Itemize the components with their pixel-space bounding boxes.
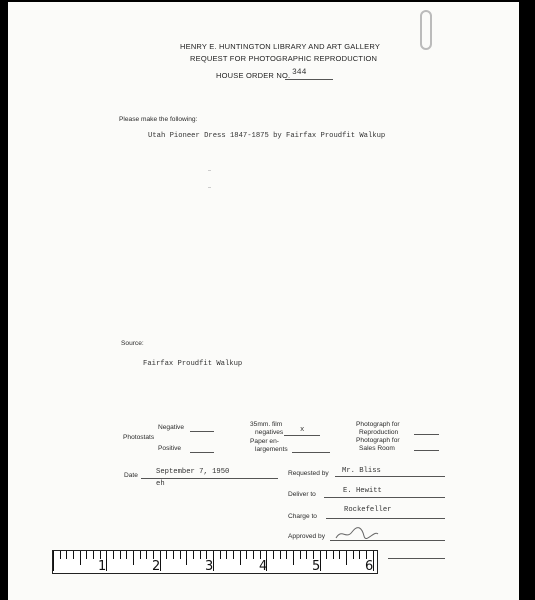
faint-mark: [208, 187, 211, 188]
ruler-tick: [200, 551, 201, 559]
ruler-tick: [173, 551, 174, 559]
initials: eh: [156, 480, 165, 488]
ruler-tick: [53, 551, 54, 571]
date-value: September 7, 1950: [156, 468, 230, 476]
ruler-tick: [353, 551, 354, 559]
ruler-tick: [80, 551, 81, 565]
deliver-to-value: E. Hewitt: [343, 487, 382, 495]
approval-signature: [334, 526, 380, 542]
ruler-tick: [146, 551, 147, 559]
charge-to-label: Charge to: [288, 513, 317, 520]
ruler-tick: [240, 551, 241, 565]
house-order-underline: [285, 79, 333, 80]
source-label: Source:: [121, 340, 144, 347]
ruler-tick: [100, 551, 101, 559]
ruler-number: 5: [312, 559, 321, 574]
date-label: Date: [124, 472, 138, 479]
photo-repro-line: [414, 434, 439, 435]
ruler-tick: [193, 551, 194, 559]
ruler-tick: [226, 551, 227, 559]
ruler-tick: [206, 551, 207, 559]
charge-to-value: Rockefeller: [344, 506, 392, 514]
request-label: Please make the following:: [119, 116, 198, 123]
ruler-tick: [300, 551, 301, 559]
paper-line: [292, 452, 330, 453]
positive-line: [190, 452, 214, 453]
requested-by-line: [335, 476, 445, 477]
photostats-label: Photostats: [123, 434, 155, 441]
ruler-tick: [280, 551, 281, 559]
ruler-tick: [273, 551, 274, 559]
ruler-number: 3: [205, 559, 214, 574]
ruler-tick: [113, 551, 114, 559]
photo-sales-label-2: Sales Room: [359, 445, 395, 452]
photo-sales-label-1: Photograph for: [356, 437, 400, 444]
request-item: Utah Pioneer Dress 1847-1875 by Fairfax Proudfit Walkup: [148, 132, 386, 140]
film-label-1: 35mm. film: [250, 421, 283, 428]
ruler-tick: [186, 551, 187, 565]
source-value: Fairfax Proudfit Walkup: [143, 360, 243, 368]
negative-label: Negative: [158, 424, 185, 431]
ruler-tick: [220, 551, 221, 559]
photo-sales-line: [414, 450, 439, 451]
institution-title: HENRY E. HUNTINGTON LIBRARY AND ART GALLERY: [180, 42, 381, 51]
photo-repro-label-1: Photograph for: [356, 421, 400, 428]
ruler-number: 6: [365, 559, 374, 574]
ruler-tick: [126, 551, 127, 559]
faint-mark: [208, 170, 211, 171]
ruler-tick: [93, 551, 94, 559]
ruler-number: 2: [152, 559, 161, 574]
ruler-tick: [286, 551, 287, 559]
approved-by-label: Approved by: [288, 533, 326, 540]
film-label-2: negatives: [255, 429, 284, 436]
ruler-tick: [306, 551, 307, 559]
negative-line: [190, 431, 214, 432]
ruler-tick: [359, 551, 360, 559]
ruler-tick: [73, 551, 74, 559]
positive-label: Positive: [158, 445, 182, 452]
ruler-tick: [313, 551, 314, 559]
ruler-tick: [133, 551, 134, 565]
ruler-number: 1: [98, 559, 107, 574]
ruler-tick: [106, 551, 107, 571]
ruler-tick: [140, 551, 141, 559]
ruler-tick: [339, 551, 340, 559]
ruler-tick: [246, 551, 247, 559]
ruler-tick: [86, 551, 87, 559]
ruler-tick: [333, 551, 334, 559]
paper-label-2: largements: [255, 446, 288, 453]
ruler-tick: [120, 551, 121, 559]
measuring-ruler: [52, 550, 378, 574]
request-form-page: [8, 2, 519, 600]
ruler-tick: [153, 551, 154, 559]
ruler-tick: [60, 551, 61, 559]
deliver-to-line: [324, 497, 445, 498]
photo-repro-label-2: Reproduction: [359, 429, 399, 436]
ruler-tick: [366, 551, 367, 559]
extra-line: [388, 558, 445, 559]
ruler-tick: [326, 551, 327, 559]
ruler-tick: [166, 551, 167, 559]
ruler-tick: [260, 551, 261, 559]
ruler-tick: [253, 551, 254, 559]
film-line: [284, 435, 320, 436]
ruler-number: 4: [259, 559, 268, 574]
charge-to-line: [326, 518, 445, 519]
paper-clip-icon: [420, 10, 432, 50]
deliver-to-label: Deliver to: [288, 491, 316, 498]
requested-by-value: Mr. Bliss: [342, 467, 381, 475]
ruler-tick: [293, 551, 294, 565]
film-mark: x: [300, 426, 305, 434]
ruler-tick: [233, 551, 234, 559]
house-order-value: 344: [292, 68, 307, 77]
requested-by-label: Requested by: [288, 470, 329, 477]
paper-label-1: Paper en-: [250, 438, 279, 445]
date-line: [141, 478, 278, 479]
house-order-label: HOUSE ORDER NO.: [216, 71, 291, 80]
ruler-tick: [346, 551, 347, 565]
form-subtitle: REQUEST FOR PHOTOGRAPHIC REPRODUCTION: [190, 54, 378, 63]
ruler-tick: [180, 551, 181, 559]
ruler-tick: [66, 551, 67, 559]
